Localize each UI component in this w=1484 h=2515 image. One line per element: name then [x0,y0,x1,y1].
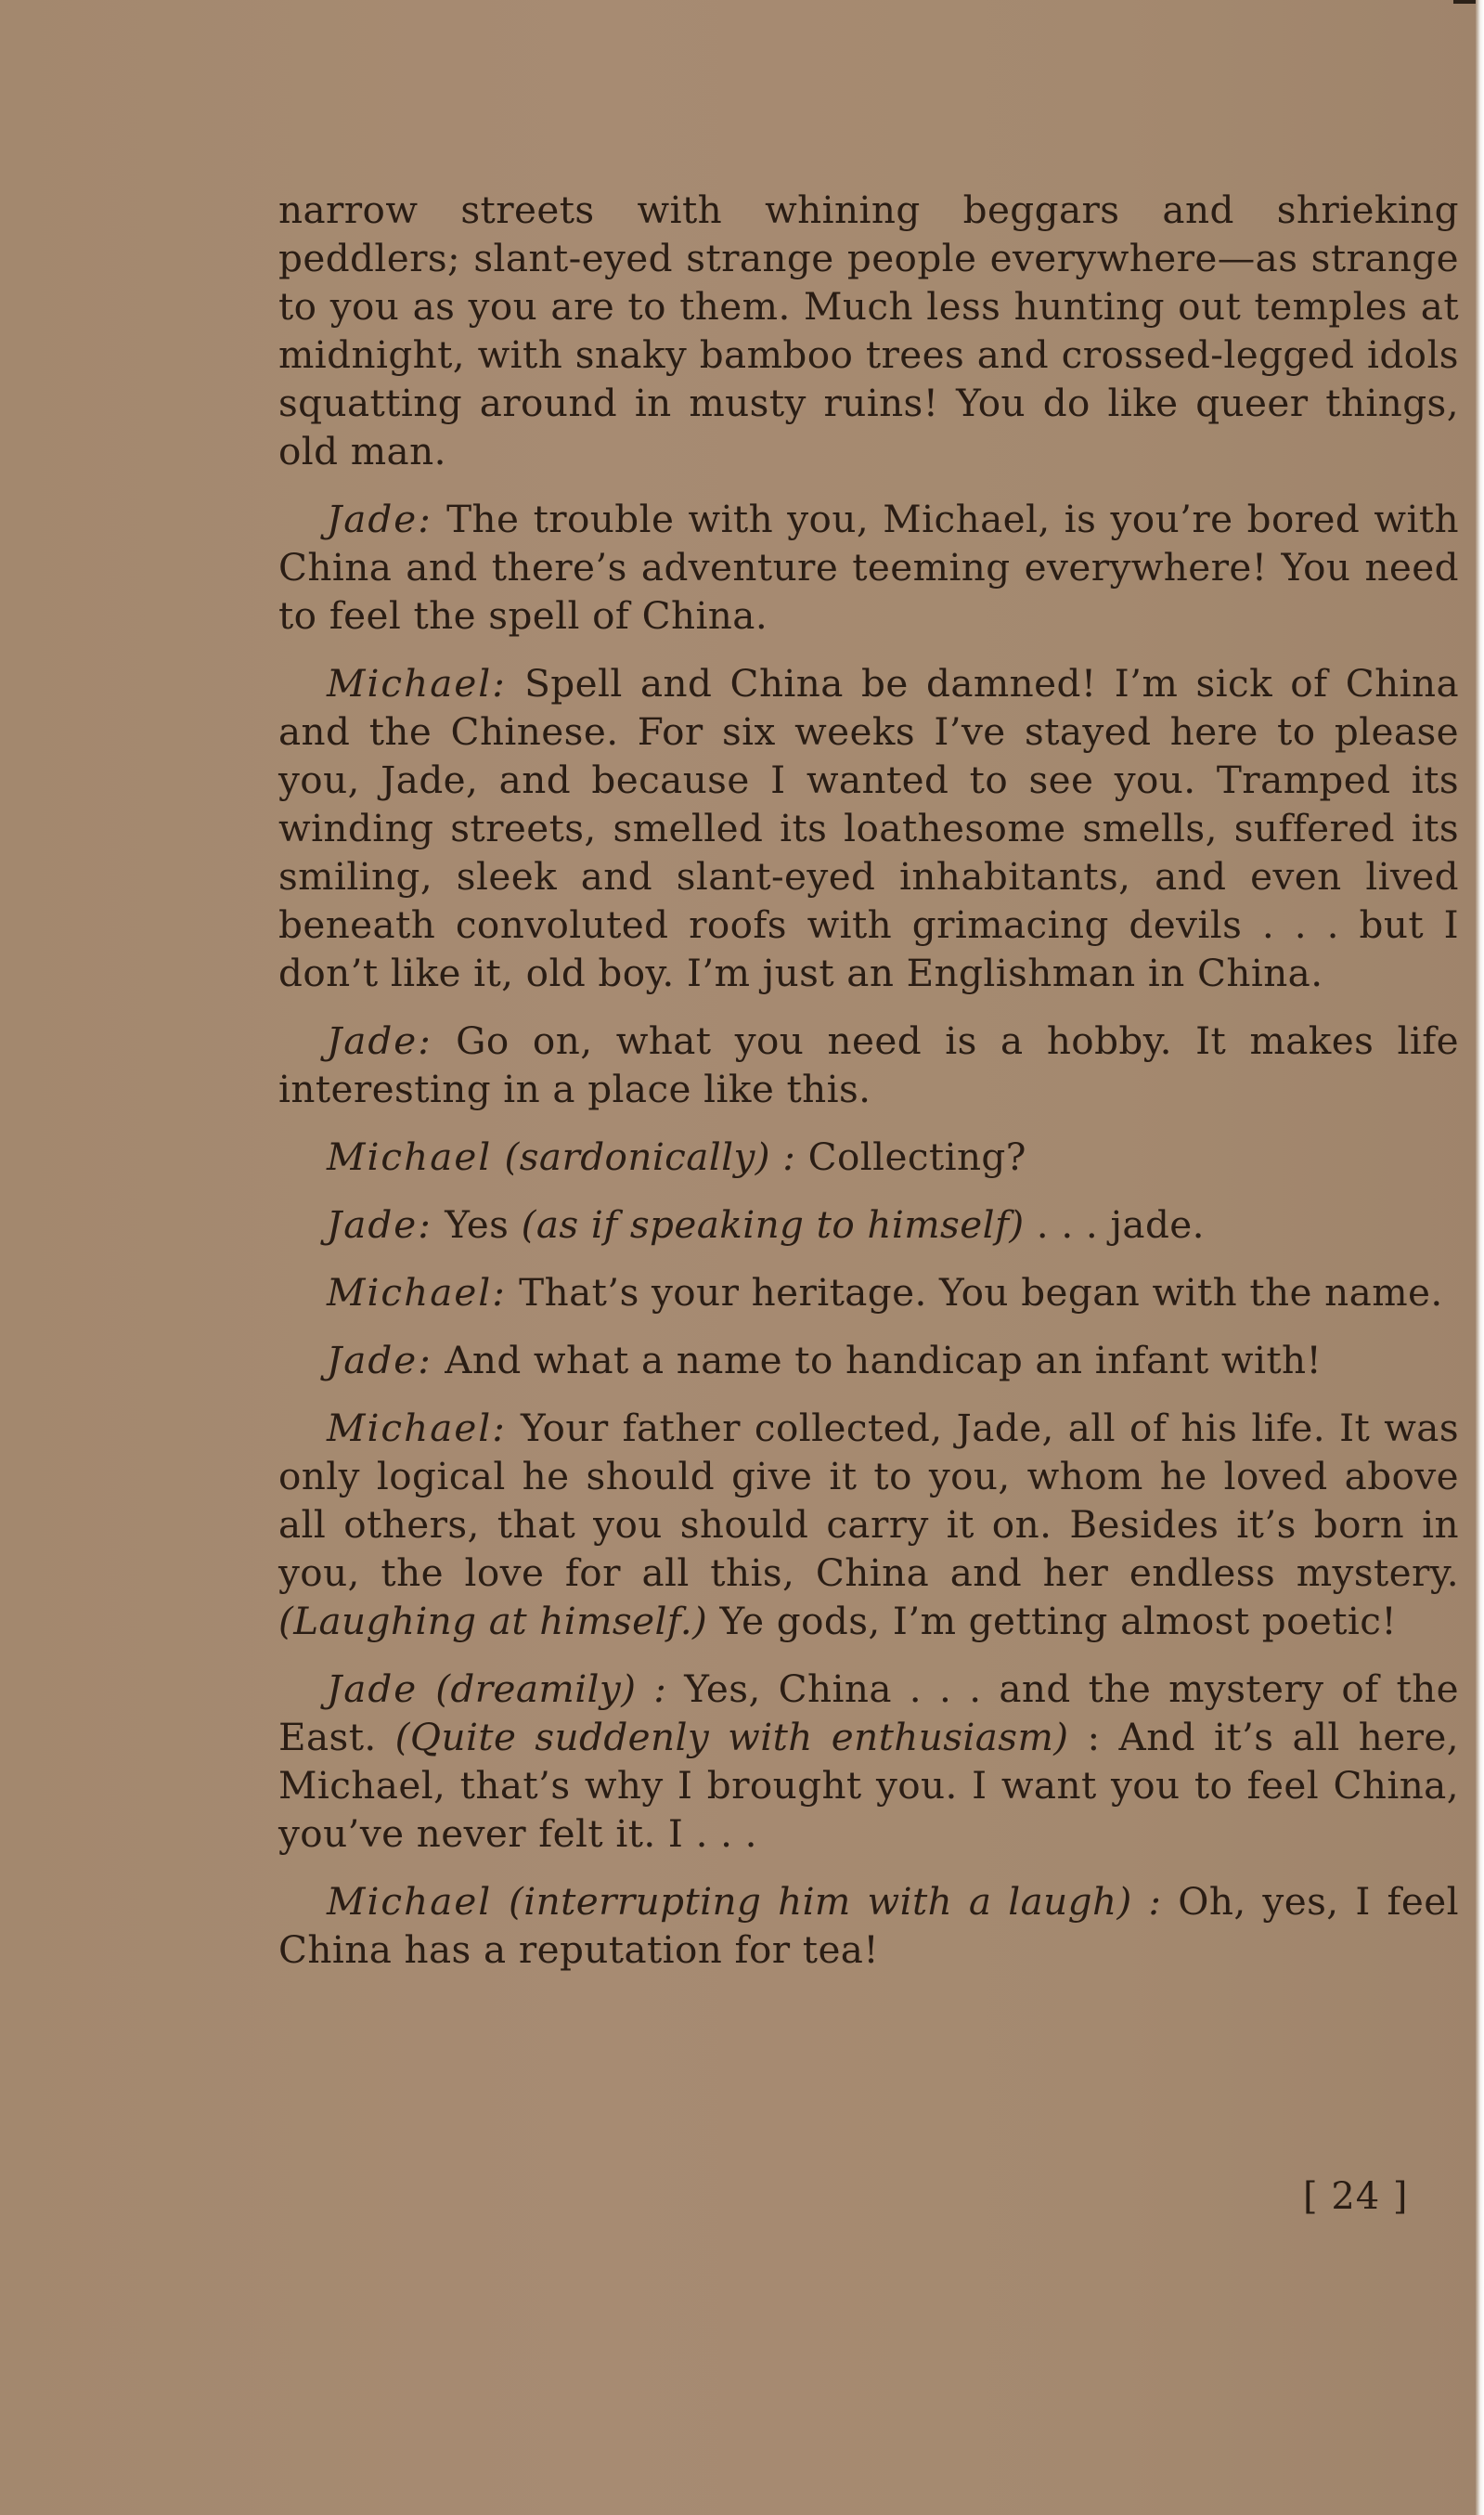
dialogue-text: Collecting? [795,1134,1026,1179]
dialogue-text: That’s your heritage. You began with the name. [506,1270,1443,1315]
dialogue-text: The trouble with you, Michael, is you’re bored with China and there’s adventure teeming everywhere! You need to feel the spell of China. [278,497,1459,638]
paragraph-8 [278,1336,1459,1384]
stage-direction: (interrupting him with a laugh) : [492,1879,1162,1924]
paragraph-3 [278,659,1459,997]
paragraph-9 [278,1404,1459,1645]
speaker-jade: Jade: [327,1018,432,1063]
speaker-michael: Michael [327,1134,493,1179]
page-number: [ 24 ] [1303,2175,1409,2218]
paragraph-2 [278,495,1459,640]
paragraph-7 [278,1268,1459,1316]
stage-direction: (Laughing at himself.) [278,1599,708,1643]
paragraph-5 [278,1133,1459,1181]
dialogue-text: Go on, what you need is a hobby. It makes life interesting in a place like this. [278,1018,1459,1111]
speaker-michael: Michael [327,1879,493,1924]
speaker-jade: Jade [327,1666,419,1711]
speaker-jade: Jade: [327,1202,432,1247]
speaker-jade: Jade: [327,1338,432,1382]
dialogue-text: Your father collected, Jade, all of his life. It was only logical he should give it to you, whom he loved above all others, that you should carry it on. Besides it’s born in you, the love for all this, China and her endless mystery. [278,1406,1459,1595]
speaker-michael: Michael: [327,661,507,706]
speaker-michael: Michael: [327,1270,507,1315]
paragraph-11 [278,1877,1459,1974]
script-text [278,186,1459,1993]
dialogue-text: Spell and China be damned! I’m sick of China and the Chinese. For six weeks I’ve stayed here to please you, Jade, and because I wanted to see you. Tramped its winding streets, smelled its loathesome smells, suffered its smiling, sleek and slant-eyed inhabitants, and even lived beneath convoluted roofs with grimacing devils . . . but I don’t like it, old boy. I’m just an Englishman in China. [278,661,1459,995]
stage-direction: (Quite suddenly with enthusiasm) [394,1715,1069,1759]
page-edge [1476,0,1484,2515]
dialogue-text-after: : And it’s all here, Michael, that’s why I brought you. I want you to feel China, you’ve never felt it. I . . . [278,1715,1459,1856]
stage-direction: (as if speaking to himself) [521,1202,1025,1247]
speaker-michael: Michael: [327,1406,507,1450]
dialogue-text: Yes [432,1202,522,1247]
stage-direction: (sardonically) : [492,1134,796,1179]
dialogue-text: Yes, China . . . and the mystery of the East. [278,1666,1459,1759]
speaker-jade: Jade: [327,497,432,541]
stage-direction: (dreamily) : [418,1666,667,1711]
dialogue-text-after: . . . jade. [1024,1202,1205,1247]
dialogue-text: Oh, yes, I feel China has a reputation for tea! [278,1879,1460,1972]
edge-mark [1453,0,1476,4]
paragraph-text: narrow streets with whining beggars and shrieking peddlers; slant-eyed strange people everywhere—as strange to you as you are to them. Much less hunting out temples at midnight, with snaky bamboo trees and crossed-legged idols squatting around in musty ruins! You do like queer things, old man. [278,188,1459,473]
dialogue-text-after: Ye gods, I’m getting almost poetic! [707,1599,1398,1643]
dialogue-text: And what a name to handicap an infant with! [432,1338,1323,1382]
paragraph-6 [278,1200,1459,1249]
paragraph-10 [278,1665,1459,1858]
paragraph-1 [278,186,1459,475]
paragraph-4 [278,1017,1459,1113]
